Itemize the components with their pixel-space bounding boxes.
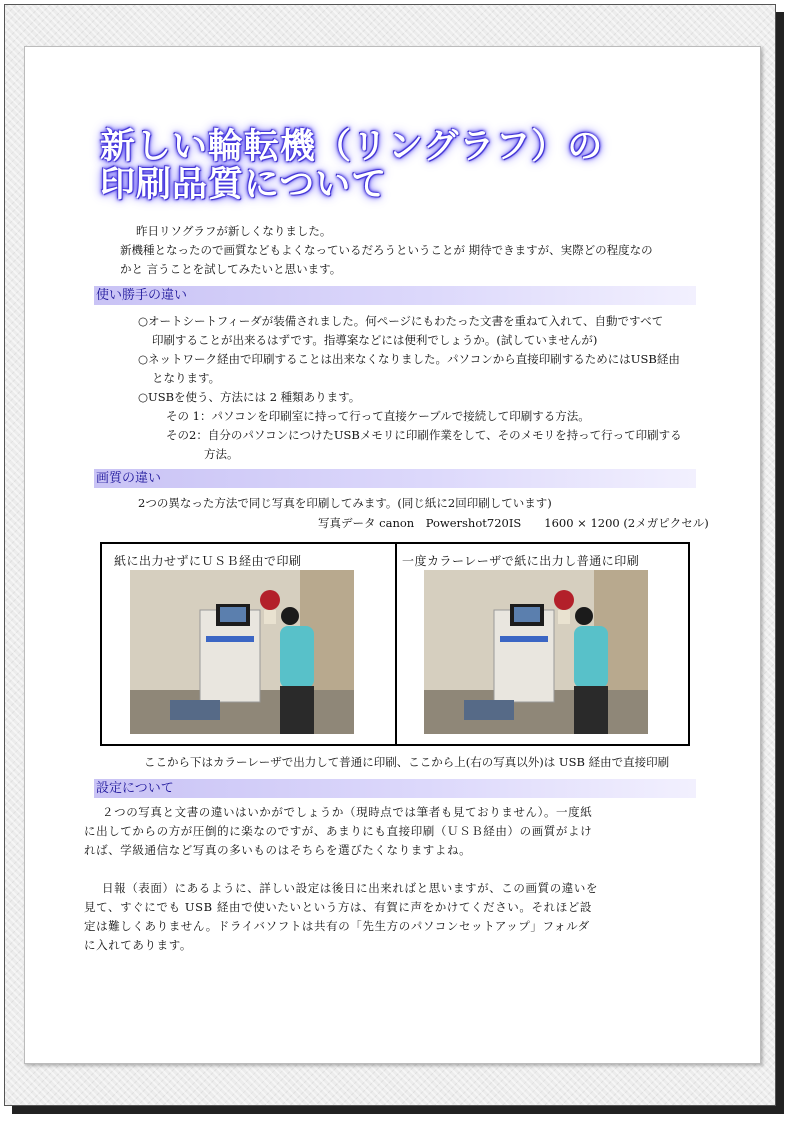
settings-paragraph-1 — [84, 803, 696, 860]
usability-item-2a: ○ネットワーク経由で印刷することは出来なくなりました。パソコンから直接印刷するためにはUSB経由 — [138, 352, 680, 366]
settings-p2-line-2: 見て、すぐにでも USB 経由で使いたいという方は、有賀に声をかけてください。それほど設 — [84, 900, 592, 914]
photo-usb-print — [130, 570, 354, 734]
intro-line-1: 昨日リソグラフが新しくなりました。 — [136, 224, 332, 238]
caption-usb-print: 紙に出力せずにＵＳＢ経由で印刷 — [114, 554, 302, 568]
intro-line-2: 新機種となったので画質などもよくなっているだろうということが 期待できますが、実際どの程度なの — [120, 243, 653, 257]
usability-item-3: ○USBを使う、方法には 2 種類あります。 — [138, 390, 361, 404]
usability-item-1a: ○オートシートフィーダが装備されました。何ページにもわたった文書を重ねて入れて、自動ですべて — [138, 314, 664, 328]
settings-p2-line-3: 定は難しくありません。ドライバソフトは共有の「先生方のパソコンセットアップ」フォルダ — [84, 919, 590, 933]
settings-p2-line-1: 日報（表面）にあるように、詳しい設定は後日に出来ればと思いますが、この画質の違いを — [102, 881, 599, 895]
usability-item-1b: 印刷することが出来るはずです。指導案などには便利でしょうか。(試していませんが) — [152, 333, 598, 347]
settings-p2-line-4: に入れてあります。 — [84, 938, 192, 952]
usb-method-1: その 1：パソコンを印刷室に持って行って直接ケーブルで接続して印刷する方法。 — [166, 409, 590, 423]
usb-method-2b: 方法。 — [204, 447, 239, 461]
print-method-note: ここから下はカラーレーザで出力して普通に印刷、ここから上(右の写真以外)は USB 経由で直接印刷 — [144, 755, 670, 769]
photo-data-info: 写真データ canon Powershot720IS 1600 × 1200 (2メガピクセル) — [318, 516, 709, 530]
usability-item-2b: となります。 — [152, 371, 221, 385]
settings-p1-line-3: れば、学級通信など写真の多いものはそちらを選びたくなりますよね。 — [84, 843, 472, 857]
caption-laser-print: 一度カラーレーザで紙に出力し普通に印刷 — [402, 554, 640, 568]
photo-laser-print — [424, 570, 648, 734]
settings-paragraph-2 — [84, 879, 696, 955]
section-heading-quality: 画質の違い — [94, 469, 696, 488]
intro-line-3: かと 言うことを試してみたいと思います。 — [120, 262, 342, 276]
page-title — [100, 128, 603, 204]
quality-description: 2つの異なった方法で同じ写真を印刷してみます。(同じ紙に2回印刷しています) — [138, 496, 552, 510]
settings-p1-line-2: に出してからの方が圧倒的に楽なのですが、あまりにも直接印刷（ＵＳＢ経由）の画質がよけ — [84, 824, 593, 838]
photo-divider — [395, 544, 397, 744]
title-line-1: 新しい輪転機（リングラフ）の — [100, 127, 604, 167]
title-line-2: 印刷品質について — [100, 165, 388, 205]
section-heading-usability: 使い勝手の違い — [94, 286, 696, 305]
section-heading-settings: 設定について — [94, 779, 696, 798]
photo-comparison — [100, 542, 690, 746]
usb-method-2a: その2：自分のパソコンにつけたUSBメモリに印刷作業をして、そのメモリを持って行って印刷する — [166, 428, 682, 442]
settings-p1-line-1: ２つの写真と文書の違いはいかがでしょうか（現時点では筆者も見ておりません）。一度紙 — [102, 805, 593, 819]
